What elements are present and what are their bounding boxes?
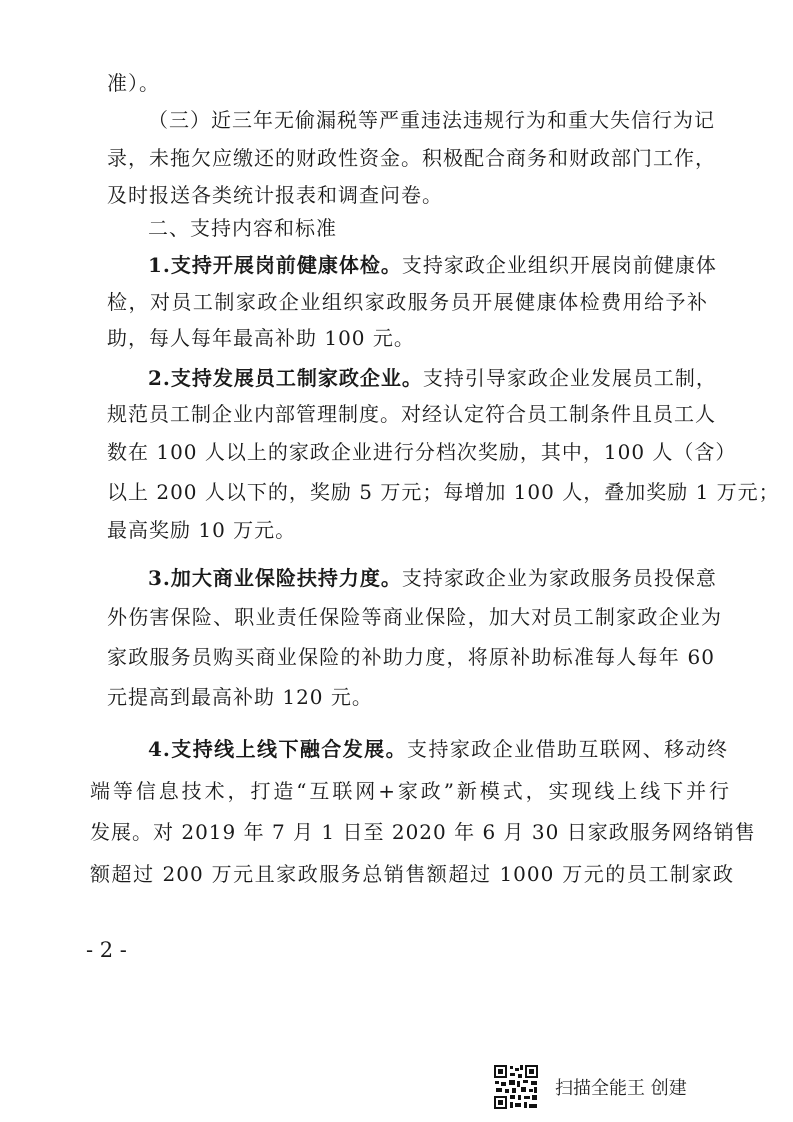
text-line: 录，未拖欠应缴还的财政性资金。积极配合商务和财政部门工作， [107,146,716,170]
text-line: 2.支持发展员工制家政企业。支持引导家政企业发展员工制， [148,366,717,390]
page-number: - 2 - [86,938,127,962]
text-line: 发展。对 2019 年 7 月 1 日至 2020 年 6 月 30 日家政服务网络销售 [90,820,756,844]
text-line: 4.支持线上线下融合发展。支持家政企业借助互联网、移动终 [148,737,728,761]
item-heading: 4.支持线上线下融合发展。 [148,737,408,761]
text-line: 家政服务员购买商业保险的补助力度，将原补助标准每人每年 60 [107,645,715,669]
text-line: 及时报送各类统计报表和调查问卷。 [107,183,443,207]
text-line: 外伤害保险、职业责任保险等商业保险，加大对员工制家政企业为 [107,605,722,629]
scanner-watermark-text: 扫描全能王 创建 [555,1078,687,1099]
text-line: 数在 100 人以上的家政企业进行分档次奖励，其中，100 人（含） [107,440,737,464]
item-heading: 3.加大商业保险扶持力度。 [148,566,402,590]
text-line: 1.支持开展岗前健康体检。支持家政企业组织开展岗前健康体 [148,253,717,277]
text-line: 额超过 200 万元且家政服务总销售额超过 1000 万元的员工制家政 [90,862,734,886]
text-line: 以上 200 人以下的，奖励 5 万元；每增加 100 人，叠加奖励 1 万元； [107,480,780,504]
qr-code-icon [493,1064,539,1110]
item-heading: 1.支持开展岗前健康体检。 [148,253,402,277]
text-line: 端等信息技术，打造“互联网+家政”新模式，实现线上线下并行 [90,779,730,803]
text-line: 检，对员工制家政企业组织家政服务员开展健康体检费用给予补 [107,290,708,314]
text-line: 3.加大商业保险扶持力度。支持家政企业为家政服务员投保意 [148,566,717,590]
item-heading: 2.支持发展员工制家政企业。 [148,366,423,390]
section-heading: 二、支持内容和标准 [148,216,337,240]
text-line: 元提高到最高补助 120 元。 [107,685,373,709]
text-line: 助，每人每年最高补助 100 元。 [107,326,415,350]
text-line: 最高奖励 10 万元。 [107,518,297,542]
text-line: 准）。 [107,71,160,95]
text-line: 规范员工制企业内部管理制度。对经认定符合员工制条件且员工人 [107,402,716,426]
text-line: （三）近三年无偷漏税等严重违法违规行为和重大失信行为记 [148,108,715,132]
